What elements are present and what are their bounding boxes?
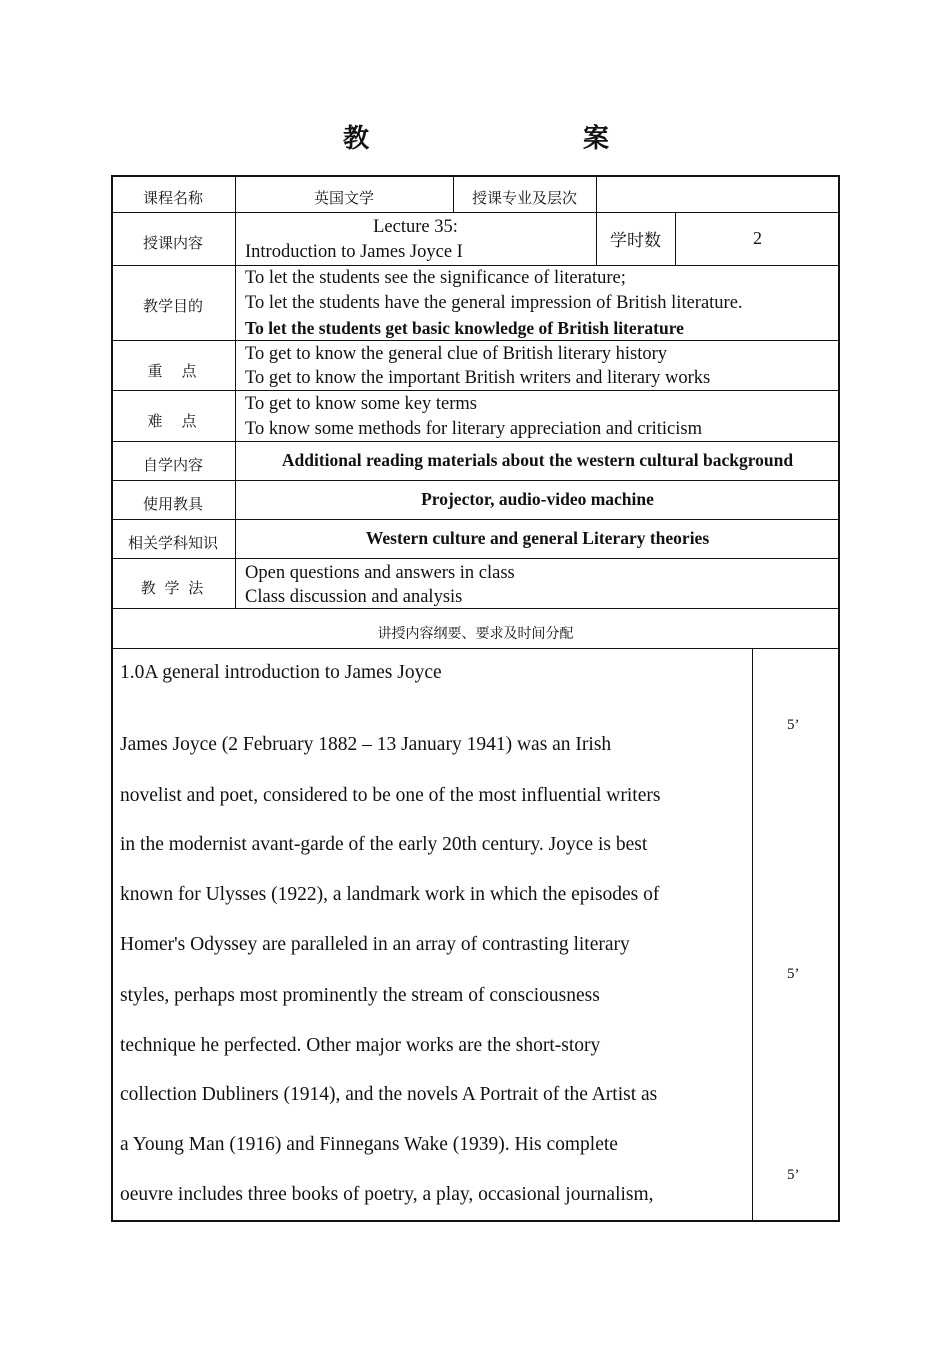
- objective-label: 教学目的: [142, 297, 203, 315]
- teaching-method-line: Class discussion and analysis: [245, 587, 463, 607]
- paragraph-line: a Young Man (1916) and Finnegans Wake (1939). His complete: [120, 1134, 618, 1155]
- page-title: 教 案: [342, 124, 663, 154]
- key-point-line: To get to know the important British writers and literary works: [245, 368, 711, 388]
- course-name-label: 课程名称: [142, 189, 203, 207]
- key-points-label: 重 点: [147, 361, 199, 380]
- related-knowledge-value: Western culture and general Literary theories: [365, 528, 710, 548]
- paragraph-line: collection Dubliners (1914), and the novels A Portrait of the Artist as: [120, 1084, 658, 1105]
- objective-line: To let the students see the significance of literature;: [245, 268, 626, 288]
- content-label: 授课内容: [142, 234, 203, 252]
- major-value: [596, 175, 840, 212]
- row-divider: [111, 648, 840, 649]
- paragraph-line: technique he perfected. Other major works are the short-story: [120, 1035, 601, 1056]
- time-allocation: 5’: [787, 717, 800, 733]
- difficult-point-line: To know some methods for literary appreciation and criticism: [245, 419, 702, 439]
- paragraph-line: novelist and poet, considered to be one of the most influential writers: [120, 785, 661, 806]
- self-study-label: 自学内容: [142, 456, 203, 474]
- hours-value: 2: [753, 228, 762, 248]
- objective-line-bold: To let the students get basic knowledge of British literature: [245, 318, 684, 338]
- paragraph-line: Homer's Odyssey are paralleled in an array of contrasting literary: [120, 934, 630, 955]
- content-line-2: Introduction to James Joyce I: [245, 242, 463, 262]
- difficult-point-line: To get to know some key terms: [245, 394, 477, 414]
- teaching-tools-value: Projector, audio-video machine: [421, 489, 654, 509]
- key-point-line: To get to know the general clue of British literary history: [245, 344, 668, 364]
- teaching-method-line: Open questions and answers in class: [245, 563, 515, 583]
- outline-header: 讲授内容纲要、要求及时间分配: [377, 626, 574, 642]
- teaching-tools-label: 使用教具: [142, 495, 203, 513]
- paragraph-line: styles, perhaps most prominently the stream of consciousness: [120, 985, 600, 1006]
- column-divider: [752, 648, 753, 1222]
- teaching-method-label: 教 学 法: [140, 578, 206, 597]
- related-knowledge-label: 相关学科知识: [127, 534, 218, 552]
- paragraph-line: oeuvre includes three books of poetry, a play, occasional journalism,: [120, 1184, 654, 1205]
- time-allocation: 5’: [787, 1167, 800, 1183]
- difficult-points-label: 难 点: [147, 412, 199, 430]
- section-heading: 1.0A general introduction to James Joyce: [120, 662, 442, 683]
- time-allocation: 5’: [787, 966, 800, 982]
- paragraph-line: James Joyce (2 February 1882 – 13 January 1941) was an Irish: [120, 734, 612, 755]
- paragraph-line: in the modernist avant-garde of the early 20th century. Joyce is best: [120, 834, 648, 855]
- self-study-value: Additional reading materials about the western cultural background: [281, 450, 794, 470]
- paragraph-line: known for Ulysses (1922), a landmark work in which the episodes of: [120, 884, 660, 905]
- content-line-1: Lecture 35:: [373, 217, 458, 237]
- objective-line: To let the students have the general impression of British literature.: [245, 293, 743, 313]
- major-label: 授课专业及层次: [471, 189, 577, 207]
- course-name-value: 英国文学: [313, 189, 374, 207]
- hours-label: 学时数: [610, 231, 661, 251]
